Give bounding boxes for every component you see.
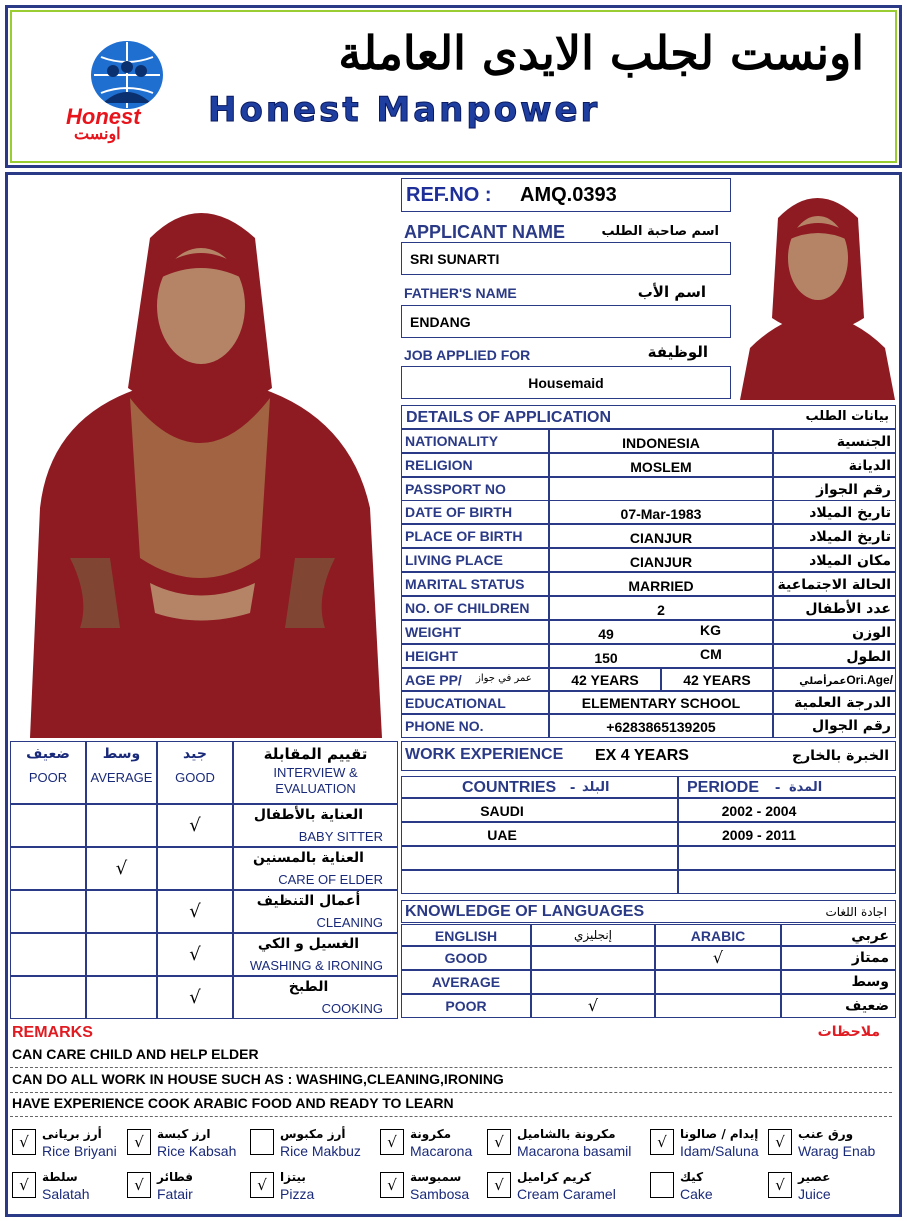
logo-brand-text: Honest (66, 104, 141, 129)
languages-title-bar (401, 900, 896, 923)
remark-line-3: HAVE EXPERIENCE COOK ARABIC FOOD AND READY TO LEARN (12, 1095, 454, 1111)
lang-level-ar: ضعيف (845, 998, 889, 1014)
lang-level-ar-cell (781, 970, 896, 994)
dish-checkbox[interactable]: √ (380, 1172, 404, 1198)
remark-divider (10, 1116, 892, 1117)
eval-good-cell (157, 933, 233, 976)
ori-age-label-ar: عمرأصلي (799, 676, 847, 687)
dish-checkbox[interactable]: √ (127, 1129, 151, 1155)
lang-arabic-cell (655, 994, 781, 1018)
age-label-ar: عمر في جواز (476, 673, 532, 684)
eval-poor-cell (10, 804, 86, 847)
eval-check-mark: √ (115, 858, 128, 879)
phone-value: +6283865139205 (606, 719, 716, 735)
eval-skill-ar: الطبخ (288, 979, 329, 995)
eval-title: INTERVIEW & EVALUATION (273, 765, 358, 796)
detail-value-cell (549, 548, 773, 572)
lang-level-cell (401, 970, 531, 994)
detail-label-cell (401, 572, 549, 596)
dish-name-en: Idam/Saluna (680, 1143, 759, 1159)
applicant-name-label-ar: اسم صاحبة الطلب (601, 224, 719, 239)
detail-label: HEIGHT (405, 648, 458, 664)
dish-item (768, 1170, 886, 1210)
dish-checkbox[interactable]: √ (127, 1172, 151, 1198)
detail-label-ar: تاريخ الميلاد (809, 529, 891, 545)
languages-title: KNOWLEDGE OF LANGUAGES (405, 903, 645, 920)
dish-checkbox[interactable]: √ (650, 1129, 674, 1155)
english-check-mark: √ (587, 996, 599, 1015)
age-pp-cell (549, 668, 661, 691)
father-name-label-ar: اسم الأب (637, 283, 706, 301)
details-title-ar: بيانات الطلب (805, 409, 889, 424)
dish-name-en: Salatah (42, 1186, 90, 1202)
dish-name-en: Cake (680, 1186, 713, 1202)
detail-label-ar: عدد الأطفال (805, 601, 891, 617)
dish-name-ar: سمبوسة (410, 1170, 462, 1184)
dish-item (12, 1127, 130, 1167)
applicant-name-value: SRI SUNARTI (410, 251, 500, 267)
remarks-label-ar: ملاحظات (817, 1024, 880, 1040)
details-title: DETAILS OF APPLICATION (406, 409, 612, 426)
work-period: 2009 - 2011 (722, 827, 796, 843)
detail-value: 2 (657, 602, 665, 618)
detail-value-cell (549, 620, 773, 644)
lang-arabic-header (655, 924, 781, 946)
lang-english-cell (531, 970, 655, 994)
detail-label: MARITAL STATUS (405, 576, 525, 592)
dish-name-en: Warag Enab (798, 1143, 876, 1159)
dish-name-ar: ارز كبسة (157, 1127, 211, 1141)
eval-avg-cell (86, 890, 157, 933)
remark-divider (10, 1092, 892, 1093)
ref-value: AMQ.0393 (520, 184, 617, 206)
period-header: PERIODE - المدة (678, 776, 896, 798)
detail-label-cell (401, 429, 549, 453)
detail-label-ar: رقم الجواز (816, 482, 891, 498)
logo-arabic-text: اونست (74, 126, 121, 143)
eval-avg-cell (86, 976, 157, 1019)
detail-label-ar-cell (773, 596, 896, 620)
eval-good-cell (157, 890, 233, 933)
lang-level-label: GOOD (444, 950, 488, 966)
age-ori-cell (661, 668, 773, 691)
eval-title-ar: تقييم المقابلة (263, 745, 368, 763)
eval-check-mark: √ (189, 944, 201, 965)
detail-label-ar-cell (773, 477, 896, 501)
lang-english-header (401, 924, 531, 946)
detail-value-cell (549, 453, 773, 477)
detail-label-ar: الديانة (848, 458, 891, 474)
eval-title-header (233, 741, 398, 804)
dish-checkbox[interactable] (250, 1129, 274, 1155)
work-experience-label: WORK EXPERIENCE (405, 746, 564, 763)
dish-name-en: Fatair (157, 1186, 193, 1202)
detail-label: NO. OF CHILDREN (405, 600, 530, 616)
ref-box (401, 178, 731, 212)
header-banner (5, 5, 902, 168)
work-country: SAUDI (480, 803, 524, 819)
countries-header: COUNTRIES - البلد (401, 776, 678, 798)
dish-checkbox[interactable]: √ (380, 1129, 404, 1155)
dish-item (250, 1170, 368, 1210)
eval-good-header (157, 741, 233, 804)
lang-level-ar-cell (781, 994, 896, 1018)
detail-value: 150 (594, 650, 618, 666)
eval-skill-cell (233, 890, 398, 933)
detail-unit: KG (700, 622, 721, 638)
globe-logo-icon (91, 41, 163, 109)
eval-poor-cell (10, 847, 86, 890)
detail-label: DATE OF BIRTH (405, 504, 513, 520)
detail-label-ar: تاريخ الميلاد (809, 505, 891, 521)
detail-label-ar: الوزن (852, 625, 891, 641)
dish-checkbox[interactable]: √ (768, 1129, 792, 1155)
eval-average-label: AVERAGE (90, 770, 153, 785)
dish-item (768, 1127, 886, 1167)
detail-unit: CM (700, 646, 722, 662)
detail-label-cell (401, 620, 549, 644)
detail-label-ar-cell (773, 453, 896, 477)
detail-label-ar-cell (773, 500, 896, 524)
eval-poor-cell (10, 890, 86, 933)
age-label: AGE PP/ (405, 672, 462, 688)
full-body-photo (10, 178, 397, 738)
education-label-cell (401, 691, 549, 714)
eval-good-ar: جيد (183, 746, 207, 762)
job-applied-field (401, 366, 731, 399)
detail-label-ar: الطول (846, 649, 891, 665)
ori-age-label-en: Ori.Age/ (846, 673, 893, 687)
remark-line-1: CAN CARE CHILD AND HELP ELDER (12, 1046, 259, 1062)
eval-skill-ar: العناية بالأطفال (253, 807, 364, 823)
work-country-cell (401, 798, 678, 822)
dish-name-ar: إيدام / صالونا (680, 1127, 759, 1141)
dish-item (650, 1170, 768, 1210)
work-country: UAE (487, 827, 517, 843)
dish-name-ar: ورق عنب (798, 1127, 854, 1141)
work-experience-ar: الخبرة بالخارج (792, 748, 889, 764)
phone-ar-cell (773, 714, 896, 738)
age-ori-value: 42 YEARS (683, 672, 751, 688)
dish-name-ar: بيتزا (280, 1170, 306, 1184)
education-label-ar: الدرجة العلمية (794, 695, 891, 711)
age-ori-label-cell (773, 668, 896, 691)
work-country-cell (401, 870, 678, 894)
dish-item (380, 1127, 498, 1167)
eval-skill-en: WASHING & IRONING (249, 958, 383, 973)
lang-level-ar-cell (781, 946, 896, 970)
dish-name-en: Rice Briyani (42, 1143, 117, 1159)
dish-name-en: Sambosa (410, 1186, 470, 1202)
dish-name-ar: عصير (798, 1170, 831, 1184)
work-country-cell (401, 846, 678, 870)
dish-name-ar: فطائر (157, 1170, 194, 1184)
eval-skill-cell (233, 847, 398, 890)
dish-item (127, 1170, 245, 1210)
eval-avg-cell (86, 933, 157, 976)
eval-skill-en: CLEANING (316, 915, 383, 930)
dish-checkbox[interactable]: √ (487, 1172, 511, 1198)
detail-label-cell (401, 644, 549, 668)
dish-item (12, 1170, 130, 1210)
remark-line-2: CAN DO ALL WORK IN HOUSE SUCH AS : WASHING,CLEANING,IRONING (12, 1071, 504, 1087)
details-title-bar (401, 405, 896, 429)
eval-skill-ar: أعمال التنظيف (256, 893, 361, 909)
detail-label-cell (401, 524, 549, 548)
detail-label-ar-cell (773, 429, 896, 453)
dish-checkbox[interactable]: √ (487, 1129, 511, 1155)
eval-skill-ar: العناية بالمسنين (253, 850, 364, 866)
phone-label-ar: رقم الجوال (812, 718, 891, 734)
dish-checkbox[interactable]: √ (12, 1172, 36, 1198)
detail-label-ar-cell (773, 620, 896, 644)
age-pp-value: 42 YEARS (571, 672, 639, 688)
detail-label-ar: مكان الميلاد (809, 553, 891, 569)
detail-value-cell (549, 644, 773, 668)
education-label: EDUCATIONAL (405, 695, 506, 711)
detail-value: MOSLEM (630, 459, 692, 475)
lang-arabic-cell (655, 946, 781, 970)
eval-skill-en: COOKING (321, 1001, 383, 1016)
work-experience-value: EX 4 YEARS (595, 747, 689, 764)
eval-skill-ar: الغسيل و الكي (257, 936, 360, 952)
detail-label-cell (401, 500, 549, 524)
work-period-cell (678, 870, 896, 894)
eval-poor-header (10, 741, 86, 804)
detail-value-cell (549, 572, 773, 596)
detail-value: INDONESIA (622, 435, 700, 451)
detail-label: NATIONALITY (405, 433, 499, 449)
dish-name-ar: أرز مكبوس (280, 1127, 346, 1141)
detail-value-cell (549, 429, 773, 453)
detail-value: 07-Mar-1983 (620, 506, 702, 522)
countries-label: COUNTRIES (462, 779, 557, 796)
ori-age-label (799, 673, 893, 687)
education-value-cell (549, 691, 773, 714)
lang-level-cell (401, 994, 531, 1018)
work-period: 2002 - 2004 (721, 803, 797, 819)
applicant-name-label: APPLICANT NAME (404, 222, 565, 242)
detail-value-cell (549, 596, 773, 620)
father-name-field (401, 305, 731, 338)
lang-english-cell (531, 994, 655, 1018)
detail-value: CIANJUR (629, 554, 693, 570)
detail-label-ar-cell (773, 548, 896, 572)
dish-name-en: Rice Makbuz (280, 1143, 361, 1159)
eval-skill-en: BABY SITTER (298, 829, 383, 844)
detail-label: RELIGION (405, 457, 473, 473)
lang-level-label: AVERAGE (431, 974, 501, 990)
eval-check-mark: √ (189, 987, 201, 1008)
detail-value: CIANJUR (629, 530, 693, 546)
detail-label-cell (401, 596, 549, 620)
job-applied-label: JOB APPLIED FOR (404, 347, 531, 363)
ref-label: REF.NO : (406, 184, 492, 206)
eval-good-cell (157, 804, 233, 847)
dish-name-en: Macarona basamil (517, 1143, 632, 1159)
languages-title-ar: اجادة اللغات (825, 905, 887, 919)
father-name-value: ENDANG (410, 314, 471, 330)
dish-name-ar: مكرونة بالشاميل (517, 1127, 616, 1141)
lang-english-cell (531, 946, 655, 970)
eval-poor-label: POOR (28, 770, 68, 785)
dish-item (487, 1127, 647, 1167)
dish-name-ar: سلطة (42, 1170, 78, 1184)
detail-value: MARRIED (628, 578, 694, 594)
detail-label-ar: الجنسية (836, 434, 891, 450)
eval-skill-cell (233, 804, 398, 847)
detail-value: 49 (598, 626, 614, 642)
detail-value-cell (549, 524, 773, 548)
lang-level-label: POOR (445, 998, 487, 1014)
detail-value-cell (549, 500, 773, 524)
eval-poor-cell (10, 933, 86, 976)
dish-checkbox[interactable]: √ (12, 1129, 36, 1155)
lang-arabic-ar-header (781, 924, 896, 946)
dish-name-ar: أرز بریانی (42, 1127, 102, 1141)
work-period-cell (678, 822, 896, 846)
lang-english-ar-label: إنجليزي (573, 928, 613, 942)
eval-avg-cell (86, 804, 157, 847)
eval-skill-cell (233, 933, 398, 976)
work-country-cell (401, 822, 678, 846)
eval-average-ar: وسط (102, 746, 141, 762)
eval-skill-cell (233, 976, 398, 1019)
lang-arabic-ar-label: عربي (851, 928, 889, 944)
dish-checkbox[interactable]: √ (250, 1172, 274, 1198)
dish-name-ar: مكرونة (410, 1127, 452, 1141)
eval-good-cell (157, 976, 233, 1019)
dish-name-en: Juice (798, 1186, 831, 1202)
detail-label-ar: الحالة الاجتماعية (777, 577, 891, 593)
period-label-ar: المدة (789, 780, 823, 795)
eval-good-cell (157, 847, 233, 890)
applicant-name-field (401, 242, 731, 275)
eval-check-mark: √ (189, 815, 201, 836)
phone-label-cell (401, 714, 549, 738)
job-applied-label-ar: الوظيفة (647, 343, 708, 361)
job-applied-value: Housemaid (528, 375, 604, 391)
detail-label: WEIGHT (405, 624, 461, 640)
dish-name-ar: كريم كراميل (517, 1170, 592, 1184)
passport-photo (740, 178, 895, 400)
lang-level-cell (401, 946, 531, 970)
lang-arabic-cell (655, 970, 781, 994)
detail-label-ar-cell (773, 524, 896, 548)
lang-english-label: ENGLISH (434, 928, 498, 944)
lang-level-ar: وسط (851, 974, 889, 990)
period-label: PERIODE (687, 779, 760, 796)
detail-value-cell (549, 477, 773, 501)
countries-label-ar: البلد (582, 780, 610, 795)
dish-name-en: Macarona (410, 1143, 473, 1159)
father-name-label: FATHER'S NAME (404, 285, 517, 301)
eval-good-label: GOOD (175, 770, 215, 785)
phone-value-cell (549, 714, 773, 738)
lang-level-ar: ممتاز (851, 950, 889, 966)
dish-item (650, 1127, 768, 1167)
detail-label-cell (401, 453, 549, 477)
detail-label-ar-cell (773, 572, 896, 596)
work-experience-bar (401, 741, 896, 771)
eval-average-header (86, 741, 157, 804)
eval-avg-cell (86, 847, 157, 890)
work-period-cell (678, 798, 896, 822)
arabic-check-mark: √ (712, 948, 724, 967)
age-label-cell (401, 668, 549, 691)
remarks-label: REMARKS (12, 1024, 93, 1041)
arabic-title: اونست لجلب الايدى العاملة (338, 26, 864, 80)
dish-item (127, 1127, 245, 1167)
dish-item (380, 1170, 498, 1210)
dish-checkbox[interactable] (650, 1172, 674, 1198)
dish-name-en: Cream Caramel (517, 1186, 616, 1202)
dish-name-en: Rice Kabsah (157, 1143, 237, 1159)
english-title: Honest Manpower (208, 90, 601, 130)
education-ar-cell (773, 691, 896, 714)
detail-label: PASSPORT NO (405, 481, 506, 497)
phone-label: PHONE NO. (405, 718, 484, 734)
detail-label: PLACE OF BIRTH (405, 528, 523, 544)
eval-poor-ar: ضعيف (26, 746, 70, 762)
detail-label: LIVING PLACE (405, 552, 504, 568)
eval-check-mark: √ (189, 901, 201, 922)
lang-english-ar-header (531, 924, 655, 946)
dish-checkbox[interactable]: √ (768, 1172, 792, 1198)
remark-divider (10, 1067, 892, 1068)
detail-label-cell (401, 477, 549, 501)
eval-skill-en: CARE OF ELDER (278, 872, 383, 887)
dish-item (250, 1127, 368, 1167)
detail-label-cell (401, 548, 549, 572)
lang-arabic-label: ARABIC (690, 928, 746, 944)
dish-item (487, 1170, 647, 1210)
dish-name-en: Pizza (280, 1186, 315, 1202)
work-period-cell (678, 846, 896, 870)
education-value: ELEMENTARY SCHOOL (581, 695, 741, 711)
detail-label-ar-cell (773, 644, 896, 668)
eval-poor-cell (10, 976, 86, 1019)
dish-name-ar: كيك (680, 1170, 704, 1184)
